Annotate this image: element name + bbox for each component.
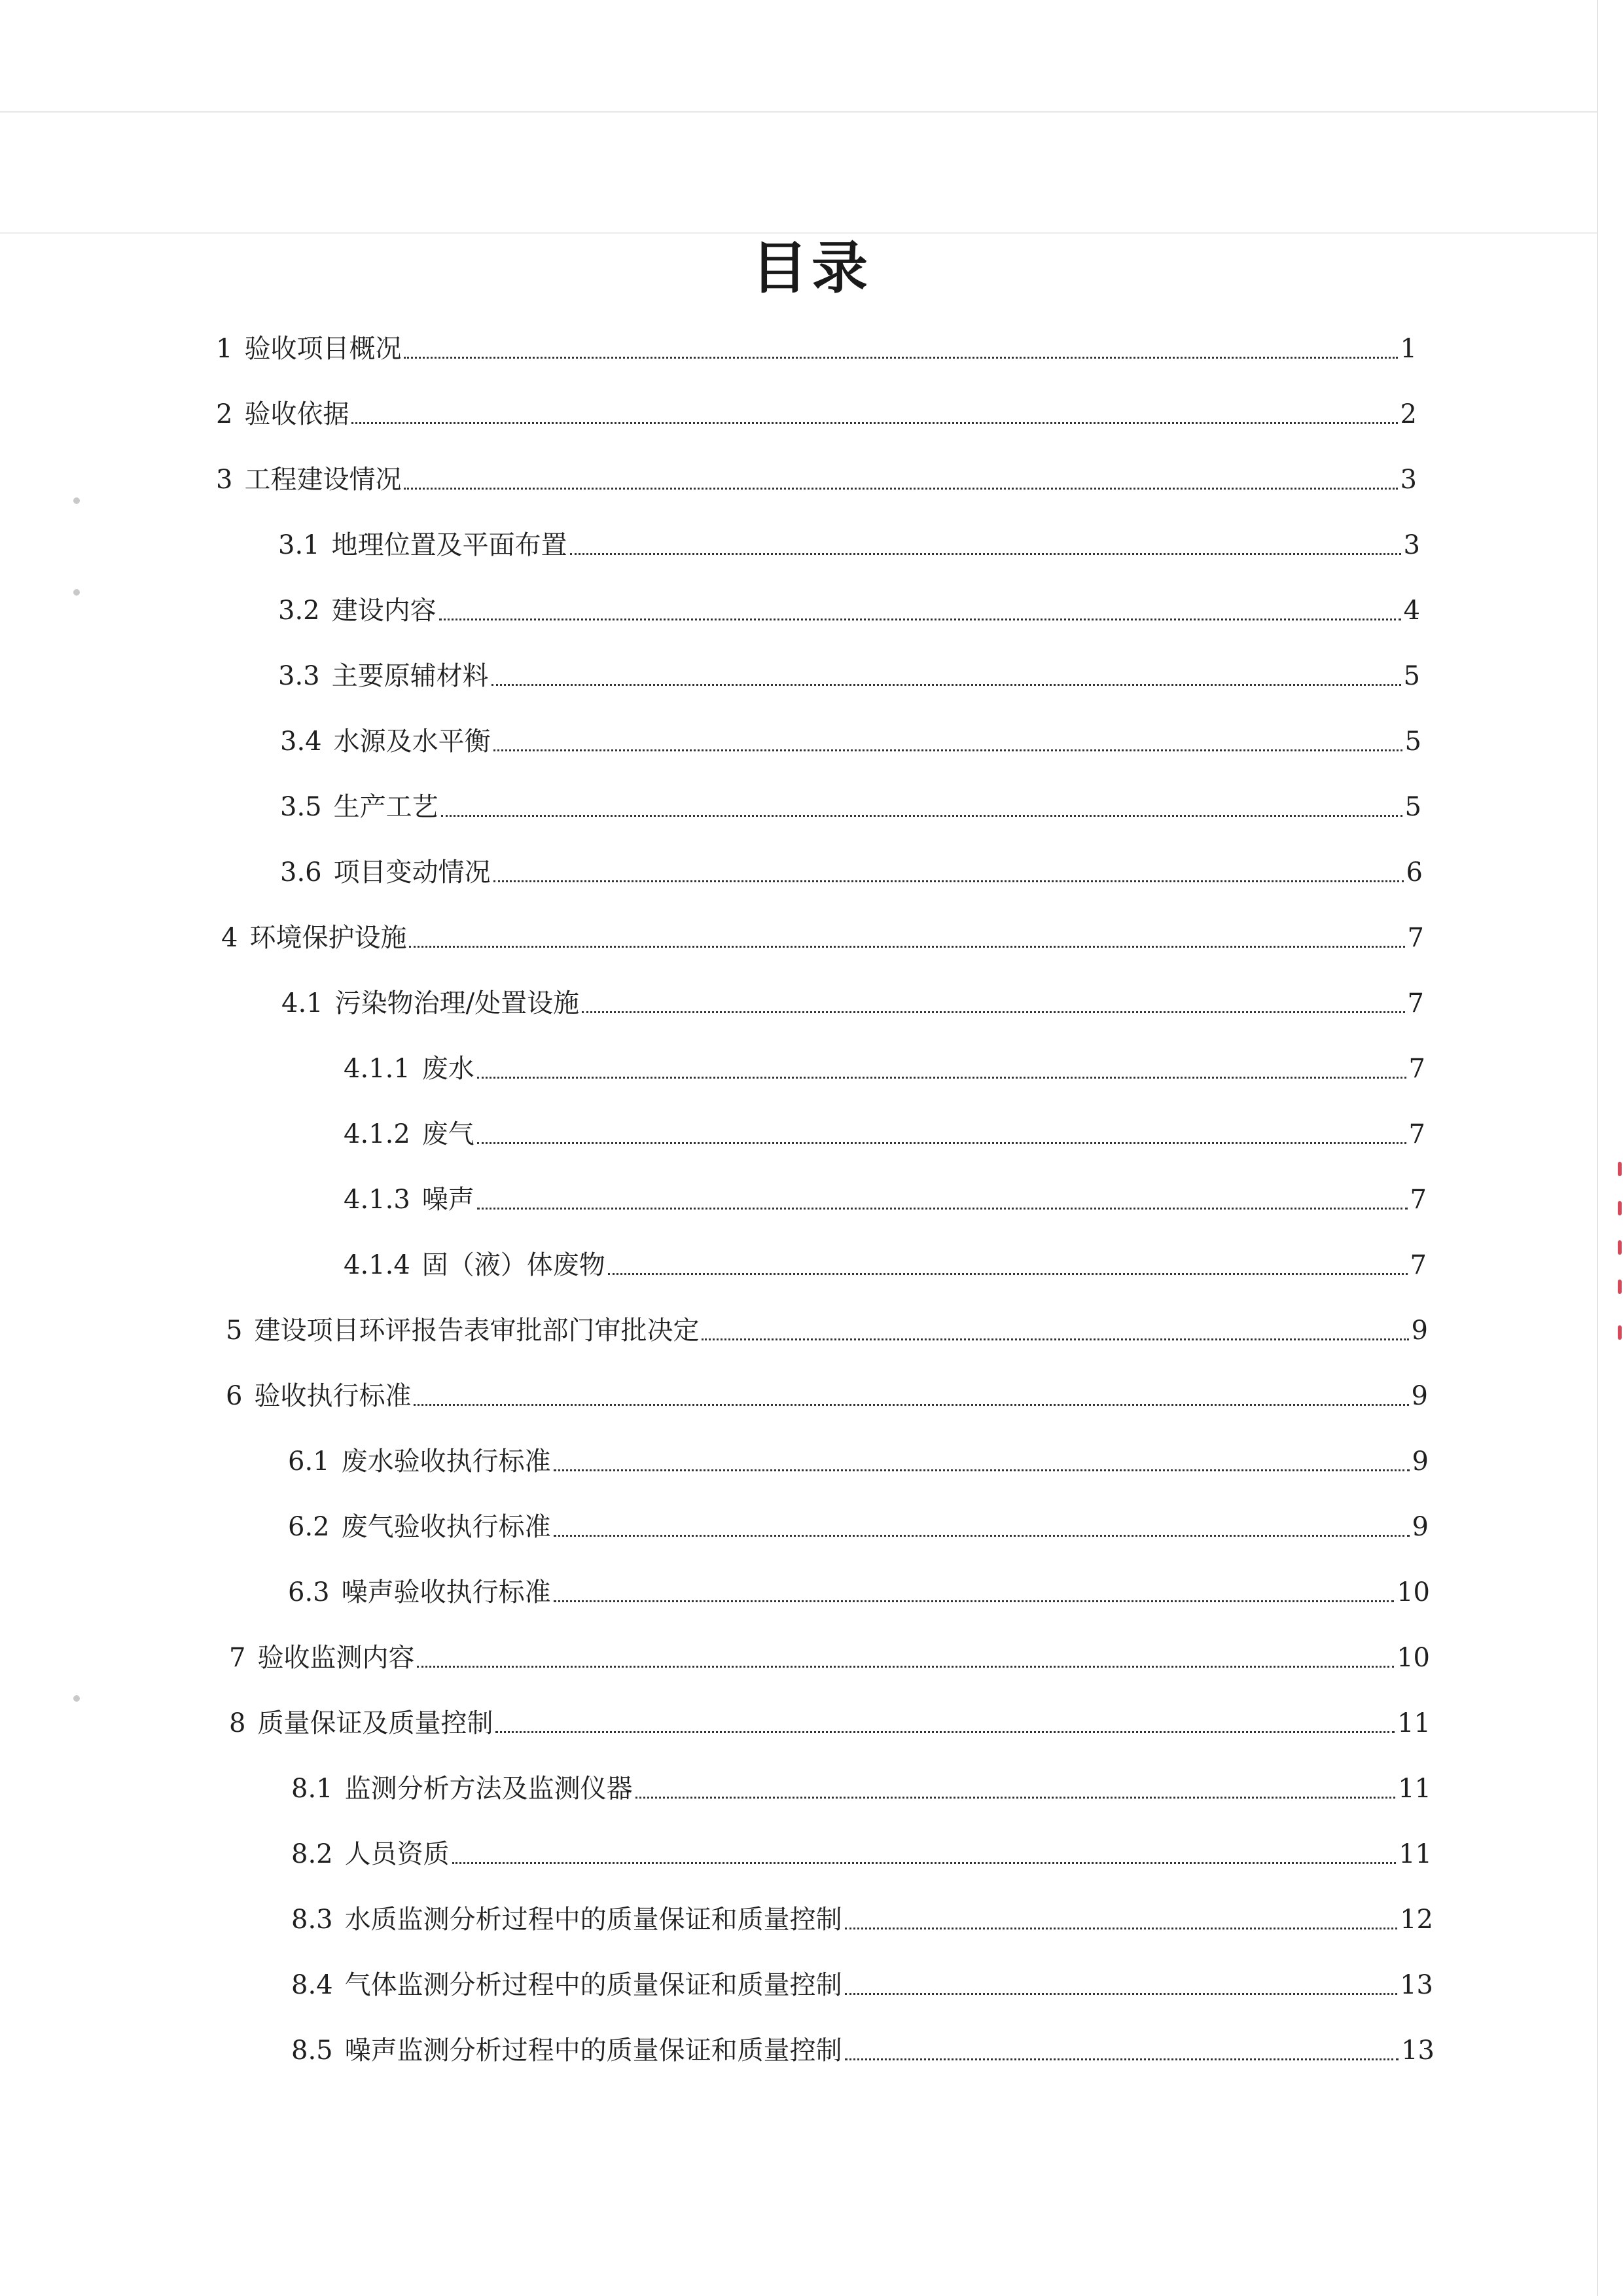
toc-entry-page-number: 11 bbox=[1398, 1774, 1431, 1804]
toc-entry-page-number: 13 bbox=[1400, 1970, 1433, 2000]
toc-dot-leader bbox=[554, 1600, 1394, 1602]
toc-entry bbox=[288, 1511, 1429, 1543]
toc-entry bbox=[288, 1576, 1430, 1609]
toc-entry-page-number: 5 bbox=[1404, 726, 1421, 757]
toc-entry bbox=[291, 1969, 1433, 2001]
toc-entry-page-number: 11 bbox=[1399, 1839, 1432, 1869]
toc-entry-title: 环境保护设施 bbox=[249, 923, 407, 953]
toc-dot-leader bbox=[570, 553, 1401, 555]
toc-entry-page-number: 7 bbox=[1408, 1119, 1425, 1149]
toc-entry bbox=[291, 1838, 1432, 1871]
toc-entry-number: 3.6 bbox=[280, 857, 322, 888]
toc-entry bbox=[344, 1118, 1425, 1151]
toc-entry-number: 3 bbox=[216, 465, 233, 495]
toc-entry-number: 4 bbox=[221, 923, 238, 953]
toc-entry-page-number: 10 bbox=[1397, 1643, 1430, 1673]
toc-entry-page-number: 3 bbox=[1403, 530, 1420, 560]
toc-entry bbox=[278, 529, 1420, 562]
toc-dot-leader bbox=[608, 1273, 1408, 1275]
toc-entry-page-number: 5 bbox=[1403, 661, 1420, 691]
toc-entry bbox=[291, 1903, 1433, 1936]
toc-entry-title: 验收监测内容 bbox=[257, 1643, 415, 1673]
toc-entry-title: 固（液）体废物 bbox=[421, 1250, 605, 1280]
toc-entry-title: 污染物治理/处置设施 bbox=[334, 988, 580, 1018]
toc-entry-number: 3.3 bbox=[278, 661, 320, 691]
toc-entry-number: 2 bbox=[216, 399, 233, 429]
toc-entry-title: 废气验收执行标准 bbox=[341, 1512, 551, 1542]
toc-entry-title: 人员资质 bbox=[344, 1839, 450, 1869]
toc-entry-title: 工程建设情况 bbox=[244, 465, 402, 495]
toc-dot-leader bbox=[439, 619, 1401, 620]
toc-entry-page-number: 1 bbox=[1400, 334, 1417, 364]
toc-entry bbox=[226, 1314, 1428, 1347]
toc-entry-page-number: 12 bbox=[1400, 1905, 1433, 1935]
toc-dot-leader bbox=[477, 1077, 1406, 1079]
toc-dot-leader bbox=[845, 1928, 1397, 1929]
toc-entry-number: 8.4 bbox=[291, 1970, 333, 2000]
toc-entry bbox=[229, 1641, 1430, 1674]
toc-entry-title: 验收依据 bbox=[244, 399, 349, 429]
toc-dot-leader bbox=[493, 749, 1402, 751]
toc-entry-number: 4.1.4 bbox=[344, 1250, 410, 1280]
toc-entry-number: 6.2 bbox=[288, 1512, 330, 1542]
toc-entry-title: 项目变动情况 bbox=[333, 857, 491, 888]
toc-dot-leader bbox=[554, 1469, 1410, 1471]
toc-entry bbox=[344, 1183, 1427, 1216]
toc-entry-title: 噪声监测分析过程中的质量保证和质量控制 bbox=[344, 2036, 842, 2066]
toc-dot-leader bbox=[635, 1797, 1395, 1799]
toc-entry-number: 7 bbox=[229, 1643, 246, 1673]
toc-entry-number: 5 bbox=[226, 1316, 243, 1346]
toc-entry-title: 验收项目概况 bbox=[244, 334, 402, 364]
toc-entry-page-number: 2 bbox=[1400, 399, 1417, 429]
toc-entry-number: 6.3 bbox=[288, 1577, 330, 1607]
toc-entry-number: 6 bbox=[226, 1381, 243, 1411]
toc-entry-title: 建设内容 bbox=[331, 596, 437, 626]
toc-entry-page-number: 6 bbox=[1406, 857, 1423, 888]
toc-entry bbox=[280, 791, 1421, 823]
toc-entry-page-number: 4 bbox=[1403, 596, 1420, 626]
toc-entry-title: 主要原辅材料 bbox=[331, 661, 489, 691]
toc-entry-title: 验收执行标准 bbox=[254, 1381, 412, 1411]
toc-entry-title: 建设项目环评报告表审批部门审批决定 bbox=[254, 1316, 700, 1346]
toc-entry-title: 水源及水平衡 bbox=[333, 726, 491, 757]
toc-entry-number: 8.3 bbox=[291, 1905, 333, 1935]
toc-entry-title: 噪声 bbox=[421, 1185, 474, 1215]
page-title: 目录 bbox=[751, 235, 872, 301]
toc-dot-leader bbox=[452, 1862, 1396, 1864]
toc-entry-title: 废水验收执行标准 bbox=[341, 1446, 551, 1477]
toc-entry-page-number: 7 bbox=[1408, 1054, 1425, 1084]
toc-dot-leader bbox=[491, 684, 1401, 686]
toc-entry bbox=[229, 1707, 1431, 1740]
toc-entry-page-number: 10 bbox=[1397, 1577, 1430, 1607]
toc-entry-number: 6.1 bbox=[288, 1446, 330, 1477]
toc-entry-number: 4.1.2 bbox=[344, 1119, 410, 1149]
toc-entry-number: 4.1.3 bbox=[344, 1185, 410, 1215]
toc-entry bbox=[216, 332, 1417, 365]
toc-dot-leader bbox=[582, 1011, 1404, 1013]
toc-dot-leader bbox=[417, 1666, 1394, 1668]
toc-dot-leader bbox=[493, 880, 1404, 882]
toc-entry bbox=[281, 987, 1424, 1020]
toc-entry-page-number: 3 bbox=[1400, 465, 1417, 495]
toc-entry-page-number: 7 bbox=[1407, 988, 1424, 1018]
toc-entry-number: 3.4 bbox=[280, 726, 322, 757]
toc-dot-leader bbox=[441, 815, 1402, 817]
toc-entry-page-number: 7 bbox=[1407, 923, 1424, 953]
toc-dot-leader bbox=[845, 1993, 1397, 1995]
toc-entry bbox=[291, 2034, 1435, 2067]
toc-entry-page-number: 7 bbox=[1410, 1250, 1427, 1280]
toc-entry-title: 废水 bbox=[421, 1054, 474, 1084]
toc-dot-leader bbox=[495, 1731, 1395, 1733]
toc-dot-leader bbox=[404, 488, 1397, 490]
toc-dot-leader bbox=[477, 1142, 1406, 1144]
toc-entry bbox=[216, 463, 1417, 496]
toc-entry-number: 4.1.1 bbox=[344, 1054, 410, 1084]
toc-entry bbox=[216, 398, 1417, 431]
toc-dot-leader bbox=[702, 1338, 1408, 1340]
toc-entry-number: 1 bbox=[216, 334, 233, 364]
toc-entry-number: 8.2 bbox=[291, 1839, 333, 1869]
toc-entry-title: 监测分析方法及监测仪器 bbox=[344, 1774, 633, 1804]
toc-entry bbox=[278, 594, 1420, 627]
toc-entry-number: 8 bbox=[229, 1708, 246, 1738]
toc-entry bbox=[344, 1249, 1427, 1282]
toc-entry-page-number: 9 bbox=[1412, 1512, 1429, 1542]
toc-entry-number: 3.5 bbox=[280, 792, 322, 822]
toc-entry bbox=[278, 660, 1420, 692]
toc-entry-page-number: 13 bbox=[1401, 2036, 1435, 2066]
toc-entry-number: 3.2 bbox=[278, 596, 320, 626]
toc-entry bbox=[280, 856, 1423, 889]
toc-entry-number: 8.5 bbox=[291, 2036, 333, 2066]
toc-entry-number: 4.1 bbox=[281, 988, 323, 1018]
toc-entry-title: 气体监测分析过程中的质量保证和质量控制 bbox=[344, 1970, 842, 2000]
toc-dot-leader bbox=[404, 357, 1397, 359]
toc-dot-leader bbox=[351, 422, 1397, 424]
toc-entry-title: 质量保证及质量控制 bbox=[257, 1708, 493, 1738]
toc-entry-title: 噪声验收执行标准 bbox=[341, 1577, 551, 1607]
toc-dot-leader bbox=[409, 946, 1404, 948]
toc-entry bbox=[291, 1772, 1431, 1805]
toc-entry-title: 水质监测分析过程中的质量保证和质量控制 bbox=[344, 1905, 842, 1935]
toc-entry-page-number: 9 bbox=[1412, 1446, 1429, 1477]
toc-dot-leader bbox=[845, 2058, 1399, 2060]
toc-entry-title: 地理位置及平面布置 bbox=[331, 530, 567, 560]
toc-entry-page-number: 11 bbox=[1397, 1708, 1431, 1738]
toc-entry bbox=[288, 1445, 1429, 1478]
toc-entry-page-number: 5 bbox=[1404, 792, 1421, 822]
toc-entry-number: 8.1 bbox=[291, 1774, 333, 1804]
toc-entry bbox=[280, 725, 1421, 758]
toc-entry-number: 3.1 bbox=[278, 530, 320, 560]
toc-entry-page-number: 9 bbox=[1411, 1316, 1428, 1346]
toc-entry-page-number: 9 bbox=[1411, 1381, 1428, 1411]
toc-entry bbox=[221, 922, 1424, 954]
toc-entry-title: 废气 bbox=[421, 1119, 474, 1149]
toc-entry bbox=[344, 1052, 1425, 1085]
toc-entry bbox=[226, 1380, 1428, 1412]
toc-entry-page-number: 7 bbox=[1410, 1185, 1427, 1215]
toc-entry-title: 生产工艺 bbox=[333, 792, 438, 822]
toc-dot-leader bbox=[414, 1404, 1408, 1406]
toc-dot-leader bbox=[477, 1208, 1408, 1210]
toc-dot-leader bbox=[554, 1535, 1410, 1537]
